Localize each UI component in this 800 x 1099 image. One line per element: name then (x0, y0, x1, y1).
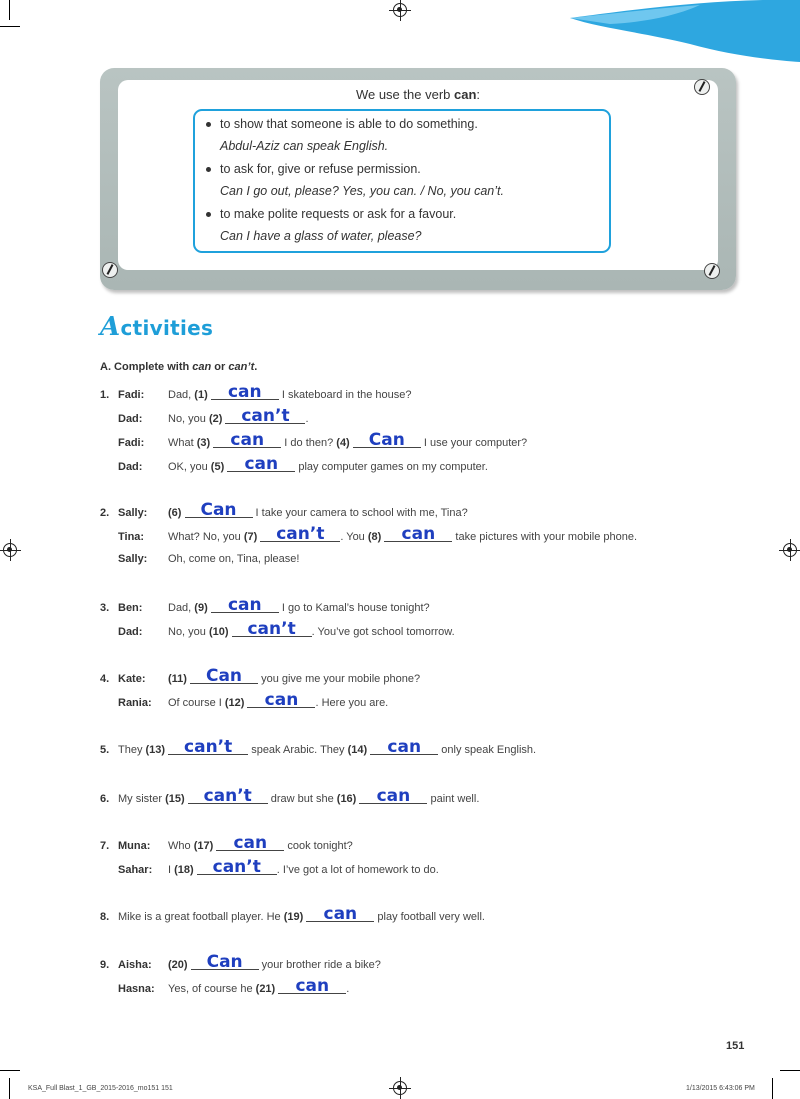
blank-number: (6) (168, 507, 185, 519)
exercise-line (100, 619, 455, 639)
answer-blank[interactable]: can (370, 740, 438, 755)
blank-number: (20) (168, 959, 191, 971)
exercise-text: I (168, 864, 175, 876)
exercise-number: 8. (100, 911, 110, 923)
blank-number: (19) (283, 911, 307, 923)
print-footer-left: KSA_Full Blast_1_GB_2015-2016_mo151 151 (28, 1085, 173, 1092)
exercise-text: play football very well. (374, 911, 485, 923)
speaker-label: Dad: (118, 461, 143, 473)
registration-mark-icon (393, 1081, 407, 1095)
exercise-text: My sister (118, 793, 166, 805)
blank-number: (5) (210, 461, 228, 473)
blank-number: (12) (224, 697, 248, 709)
blank-number: (18) (174, 864, 197, 876)
blank-number: (14) (347, 744, 371, 756)
answer-blank[interactable]: can’t (168, 740, 248, 755)
answer-blank[interactable]: can’t (225, 409, 305, 424)
exercise-line (100, 690, 389, 710)
crop-mark (0, 26, 20, 27)
exercise-line (100, 737, 537, 757)
activities-heading: Activities (100, 312, 214, 342)
exercise-text: . Here you are. (315, 697, 389, 709)
exercise-line (100, 904, 485, 924)
answer-blank[interactable]: can (213, 433, 281, 448)
blank-number: (9) (194, 602, 211, 614)
rule-item: to make polite requests or ask for a favour. (206, 207, 456, 221)
speaker-label: Ben: (118, 602, 143, 614)
corner-decoration (570, 0, 800, 62)
print-footer-right: 1/13/2015 6:43:06 PM (686, 1085, 755, 1092)
exercise-text: Of course I (168, 697, 225, 709)
answer-blank[interactable]: Can (185, 503, 253, 518)
blank-number: (21) (255, 983, 279, 995)
exercise-text: What? No, you (168, 531, 244, 543)
exercise-text: Mike is a great football player. He (118, 911, 284, 923)
rule-item: to ask for, give or refuse permission. (206, 162, 421, 176)
blank-number: (16) (336, 793, 360, 805)
exercise-text: cook tonight? (284, 840, 353, 852)
blank-number: (13) (145, 744, 169, 756)
speaker-label: Sally: (118, 553, 148, 565)
exercise-text: Yes, of course he (168, 983, 256, 995)
speaker-label: Fadi: (118, 437, 145, 449)
exercise-line (100, 454, 488, 474)
exercise-text: . I’ve got a lot of homework to do. (276, 864, 439, 876)
crop-mark (780, 1070, 800, 1071)
bullet-icon (206, 167, 211, 172)
exercise-line (100, 833, 353, 853)
exercise-line (100, 976, 350, 996)
exercise-line (100, 857, 439, 877)
exercise-text: I go to Kamal’s house tonight? (278, 602, 430, 614)
blank-number: (10) (208, 626, 232, 638)
exercise-text: I do then? (281, 437, 337, 449)
answer-blank[interactable]: can (211, 598, 279, 613)
speaker-label: Muna: (118, 840, 151, 852)
answer-blank[interactable]: can (227, 457, 295, 472)
exercise-text: Dad, (168, 389, 195, 401)
speaker-label: Tina: (118, 531, 145, 543)
answer-blank[interactable]: can’t (232, 622, 312, 637)
exercise-line (100, 595, 430, 615)
speaker-label: Sahar: (118, 864, 153, 876)
blank-number: (17) (193, 840, 217, 852)
screw-icon (704, 263, 720, 279)
rule-example: Can I have a glass of water, please? (220, 229, 422, 243)
exercise-text: speak Arabic. They (248, 744, 348, 756)
exercise-number: 4. (100, 673, 110, 685)
rule-item: to show that someone is able to do something. (206, 117, 478, 131)
speaker-label: Hasna: (118, 983, 155, 995)
answer-blank[interactable]: can (306, 907, 374, 922)
exercise-line (100, 952, 381, 972)
answer-blank[interactable]: can’t (188, 789, 268, 804)
exercise-line (100, 524, 638, 544)
answer-blank[interactable]: can (384, 527, 452, 542)
exercise-text: What (168, 437, 197, 449)
exercise-line (100, 786, 480, 806)
registration-mark-icon (393, 3, 407, 17)
exercise-line (100, 500, 468, 520)
exercise-text: only speak English. (438, 744, 537, 756)
answer-blank[interactable]: Can (190, 669, 258, 684)
answer-blank[interactable]: can (278, 979, 346, 994)
answer-blank[interactable]: can’t (260, 527, 340, 542)
exercise-number: 3. (100, 602, 110, 614)
speaker-label: Aisha: (118, 959, 152, 971)
crop-mark (9, 0, 10, 20)
exercise-number: 1. (100, 389, 110, 401)
exercise-number: 9. (100, 959, 110, 971)
exercise-text: Oh, come on, Tina, please! (168, 553, 300, 565)
exercise-text: . (346, 983, 350, 995)
speaker-label: Rania: (118, 697, 152, 709)
exercise-text: your brother ride a bike? (258, 959, 381, 971)
speaker-label: Kate: (118, 673, 146, 685)
exercise-instruction: A. Complete with can or can’t. (100, 361, 258, 373)
exercise-text: Who (168, 840, 194, 852)
answer-blank[interactable]: can (211, 385, 279, 400)
exercise-text: . You’ve got school tomorrow. (311, 626, 455, 638)
blank-number: (1) (194, 389, 211, 401)
exercise-number: 2. (100, 507, 110, 519)
speaker-label: Dad: (118, 413, 143, 425)
screw-icon (102, 262, 118, 278)
exercise-text: I use your computer? (420, 437, 528, 449)
bullet-icon (206, 212, 211, 217)
exercise-text: . (305, 413, 309, 425)
exercise-text: I skateboard in the house? (278, 389, 412, 401)
exercise-number: 7. (100, 840, 110, 852)
exercise-line (100, 430, 528, 450)
speaker-label: Sally: (118, 507, 148, 519)
blank-number: (11) (168, 673, 191, 685)
blank-number: (3) (196, 437, 214, 449)
exercise-line (100, 551, 299, 567)
exercise-text: draw but she (267, 793, 337, 805)
exercise-text: play computer games on my computer. (295, 461, 488, 473)
grammar-title: We use the verb can: (355, 87, 481, 102)
answer-blank[interactable]: can (359, 789, 427, 804)
speaker-label: Dad: (118, 626, 143, 638)
exercise-number: 5. (100, 744, 110, 756)
blank-number: (15) (165, 793, 188, 805)
blank-number: (8) (367, 531, 385, 543)
exercise-text: They (118, 744, 146, 756)
exercise-text: OK, you (168, 461, 211, 473)
bullet-icon (206, 122, 211, 127)
answer-blank[interactable]: can’t (197, 860, 277, 875)
crop-mark (9, 1078, 10, 1099)
answer-blank[interactable]: Can (191, 955, 259, 970)
registration-mark-icon (3, 543, 17, 557)
blank-number: (7) (243, 531, 261, 543)
exercise-text: paint well. (427, 793, 480, 805)
rule-example: Can I go out, please? Yes, you can. / No, you can’t. (220, 184, 504, 198)
exercise-text: . You (340, 531, 368, 543)
page-number: 151 (726, 1040, 745, 1052)
answer-blank[interactable]: can (247, 693, 315, 708)
answer-blank[interactable]: Can (353, 433, 421, 448)
exercise-number: 6. (100, 793, 110, 805)
exercise-text: I take your camera to school with me, Tina? (252, 507, 468, 519)
exercise-line (100, 382, 412, 402)
rule-example: Abdul-Aziz can speak English. (220, 139, 389, 153)
exercise-text: No, you (168, 413, 209, 425)
exercise-text: No, you (168, 626, 209, 638)
speaker-label: Fadi: (118, 389, 145, 401)
crop-mark (772, 1078, 773, 1099)
blank-number: (2) (208, 413, 226, 425)
exercise-text: you give me your mobile phone? (258, 673, 421, 685)
registration-mark-icon (783, 543, 797, 557)
exercise-text: Dad, (168, 602, 195, 614)
exercise-line (100, 666, 421, 686)
exercise-text: take pictures with your mobile phone. (452, 531, 638, 543)
blank-number: (4) (336, 437, 353, 449)
exercise-line (100, 406, 309, 426)
answer-blank[interactable]: can (216, 836, 284, 851)
crop-mark (0, 1070, 20, 1071)
